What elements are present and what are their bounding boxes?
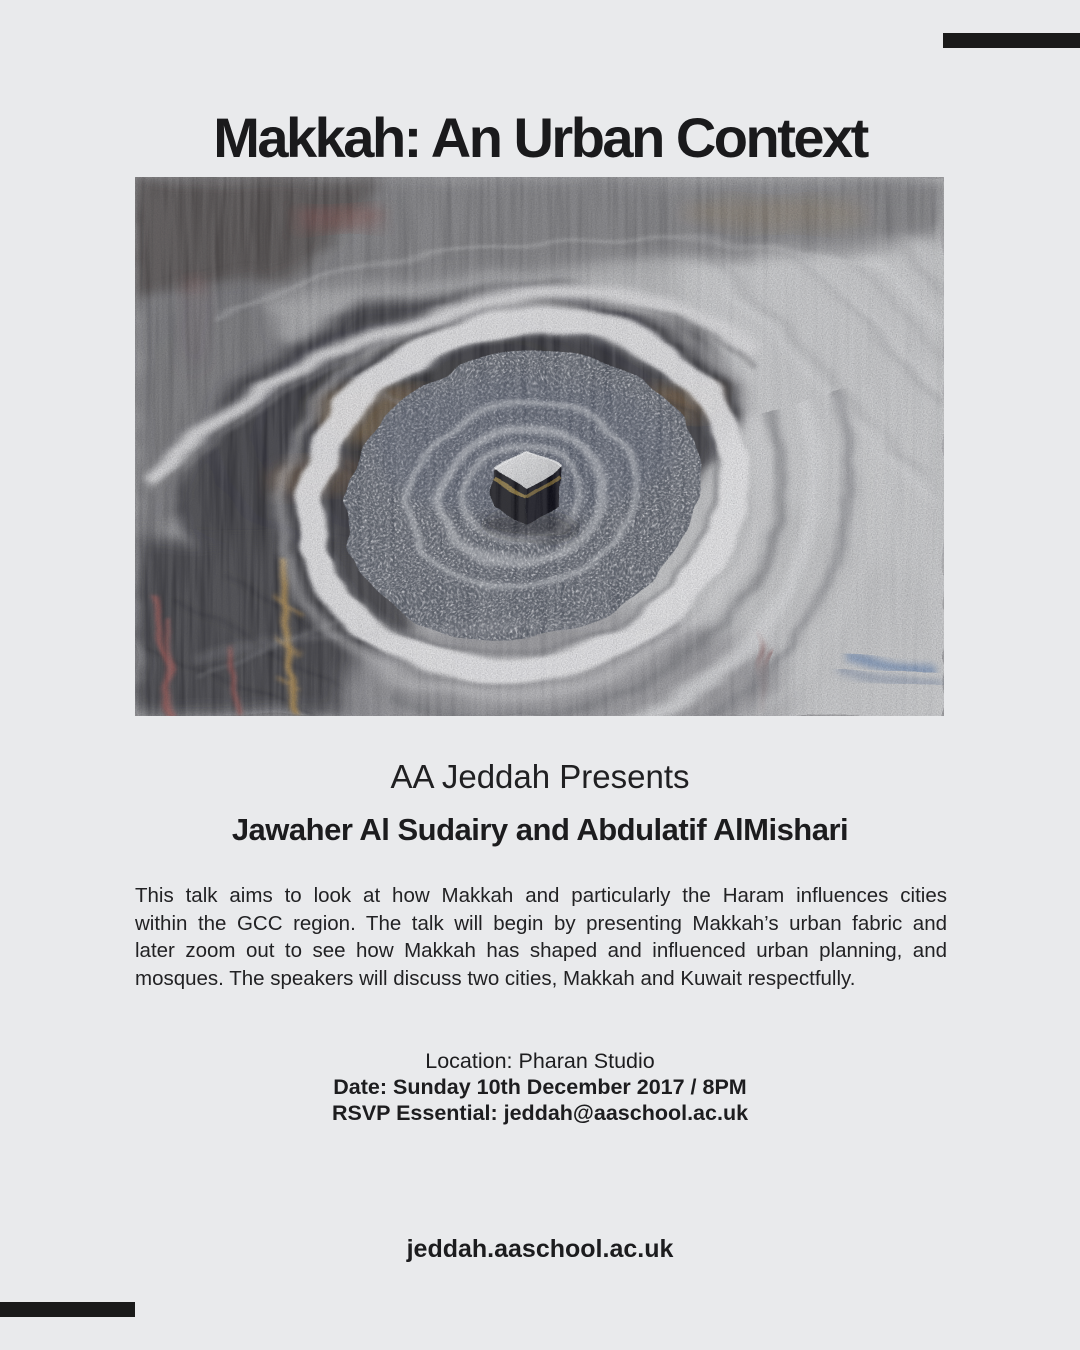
top-right-accent-bar <box>943 33 1080 48</box>
makkah-aerial-painting-svg <box>135 177 944 716</box>
presents-line: AA Jeddah Presents <box>390 758 690 795</box>
event-details <box>0 1048 1080 1126</box>
description-line: This talk aims to look at how Makkah and particularly the Haram influences cities <box>135 884 947 907</box>
event-date: Date: Sunday 10th December 2017 / 8PM <box>333 1075 747 1099</box>
event-artwork <box>135 177 944 716</box>
event-location: Location: Pharan Studio <box>425 1049 655 1073</box>
bottom-left-accent-bar <box>0 1302 135 1317</box>
description-line: mosques. The speakers will discuss two cities, Makkah and Kuwait respectfully. <box>135 966 856 990</box>
event-description <box>135 882 947 992</box>
poster-title: Makkah: An Urban Context <box>213 105 867 169</box>
speakers-line: Jawaher Al Sudairy and Abdulatif AlMishari <box>231 812 849 847</box>
website-url: jeddah.aaschool.ac.uk <box>406 1235 674 1263</box>
description-line: later zoom out to see how Makkah has shaped and influenced urban planning, and <box>135 939 947 962</box>
event-rsvp: RSVP Essential: jeddah@aaschool.ac.uk <box>331 1101 749 1125</box>
grain-overlay <box>135 177 944 716</box>
description-line: within the GCC region. The talk will begin by presenting Makkah’s urban fabric and <box>135 911 947 935</box>
